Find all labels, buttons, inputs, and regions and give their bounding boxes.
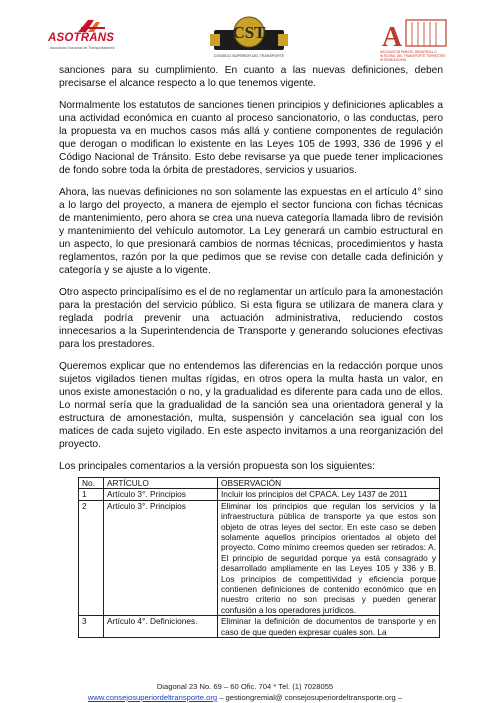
table-intro: Los principales comentarios a la versión propuesta son los siguientes: xyxy=(59,461,375,472)
table-row xyxy=(79,489,440,500)
paragraph: Ahora, las nuevas definiciones no son solamente las expuestas en el artículo 4° sino a lo largo del proyecto, a manera de ejemplo el sector funciona con fichas técnicas de mantenimiento, pero ahora se crea una nueva categoría llamada libro de revisión y mantenimiento del vehículo automotor. La Ley generará un cambio estructural en un aspecto, lo que presionará cambios de normas técnicas, procedimientos y hasta reglamentos, razón por la que pedimos que se revise con detalle cada definición y categoría y se ajuste a lo vigente. xyxy=(59,187,443,276)
asotrans-subtitle: Asociación Nacional de Transportadores xyxy=(50,46,115,50)
adm-logo xyxy=(378,16,448,66)
cell-observacion: Eliminar la definición de documentos de transporte y en caso de que queden expresar cuales son. La xyxy=(218,616,440,638)
asotrans-logo xyxy=(48,18,140,58)
svg-text:A: A xyxy=(381,22,403,50)
cell-articulo: Artículo 3°. Principios xyxy=(104,500,218,615)
letterhead xyxy=(0,0,490,66)
footer-contact xyxy=(0,693,490,703)
footer-email-text: – gestiongremial@ consejosuperiordeltransporte.org – xyxy=(217,693,403,702)
comments-table xyxy=(78,477,440,638)
table-header-row xyxy=(79,478,440,489)
paragraph: sanciones para su cumplimiento. En cuanto a las nuevas definiciones, deben precisarse el alcance respecto a lo que tenemos vigente. xyxy=(59,65,443,89)
adm-emblem-icon xyxy=(378,16,448,50)
table-row xyxy=(79,500,440,615)
cst-emblem-icon xyxy=(208,16,290,54)
cell-no: 3 xyxy=(79,616,104,638)
cell-observacion: Incluir los principios del CPACA. Ley 1437 de 2011 xyxy=(218,489,440,500)
header-observacion: OBSERVACIÓN xyxy=(218,478,440,489)
footer-address: Diagonal 23 No. 69 – 60 Ofic. 704 * Tel. (1) 7028055 xyxy=(156,682,334,691)
header-articulo: ARTÍCULO xyxy=(104,478,218,489)
cst-caption: CONSEJO SUPERIOR DEL TRANSPORTE xyxy=(213,54,285,58)
cell-observacion: Eliminar los principios que regulan los servicios y la infraestructura pública de transporte ya que estos son objeto de otras leyes del sector. En este caso se deben solamente aquellos principios orientados al objeto del proyecto. Como mínimo creemos queden ser retirados: A. El principio de seguridad porque ya está consagrado y desarrollado ampliamente en las Leyes 105 y 336 y B. Los principios de competitividad y eficiencia porque contienen definiciones de contenido económico que en nuestro criterio no son precisas y pueden generar confusión a los operadores jurídicos. xyxy=(218,500,440,615)
document-body xyxy=(59,64,443,638)
cell-no: 2 xyxy=(79,500,104,615)
paragraph: Normalmente los estatutos de sanciones tienen principios y definiciones aplicables a una actividad económica en cuanto al proceso sancionatorio, o las conductas, pero la propuesta va en muchos casos más allá y contiene componentes de regulación que derogan o modifican lo existente en las Leyes 105 de 1993, 336 de 1996 y el Código Nacional de Tránsito. Esto debe revisarse ya que puede tener implicaciones de fondo sobre toda la órbita de prestadores, servicios y usuarios. xyxy=(59,100,443,176)
paragraph: Queremos explicar que no entendemos las diferencias en la redacción porque unos sujetos vigilados tienen multas rígidas, en otros opera la multa hasta un valor, en unos existe amonestación o no, y la gradualidad es diferente para cada uno de ellos. Lo normal sería que la gradualidad de la sanción sea una orientadora general y la estructura de amonestación, multa, suspensión y cancelación sea igual con los matices de cada sujeto vigilado. En este aspecto invitamos a una reorganización del proyecto. xyxy=(59,361,443,450)
asotrans-wordmark: ASOTRANS xyxy=(48,32,115,44)
table-row xyxy=(79,616,440,638)
cst-logo xyxy=(208,16,290,62)
cell-articulo: Artículo 3°. Principios xyxy=(104,489,218,500)
svg-text:CST: CST xyxy=(232,23,266,42)
cell-articulo: Artículo 4°. Definiciones. xyxy=(104,616,218,638)
cell-no: 1 xyxy=(79,489,104,500)
adm-caption: ASOCIACION PARA EL DESARROLLO INTEGRAL DEL TRANSPORTE TERRESTRE INTERMUNICIPAL xyxy=(380,50,446,62)
header-no: No. xyxy=(79,478,104,489)
website-link[interactable]: www.consejosuperiordeltransporte.org xyxy=(87,693,218,702)
paragraph: Otro aspecto principalísimo es el de no reglamentar un artículo para la amonestación para la prestación del servicio público. Si esta figura se utilizara de manera clara y reglada podría prevenir una actuación administrativa, reduciendo costos innecesarios a la Superintendencia de Transporte y generando soluciones efectivas para los prestadores. xyxy=(59,287,443,350)
